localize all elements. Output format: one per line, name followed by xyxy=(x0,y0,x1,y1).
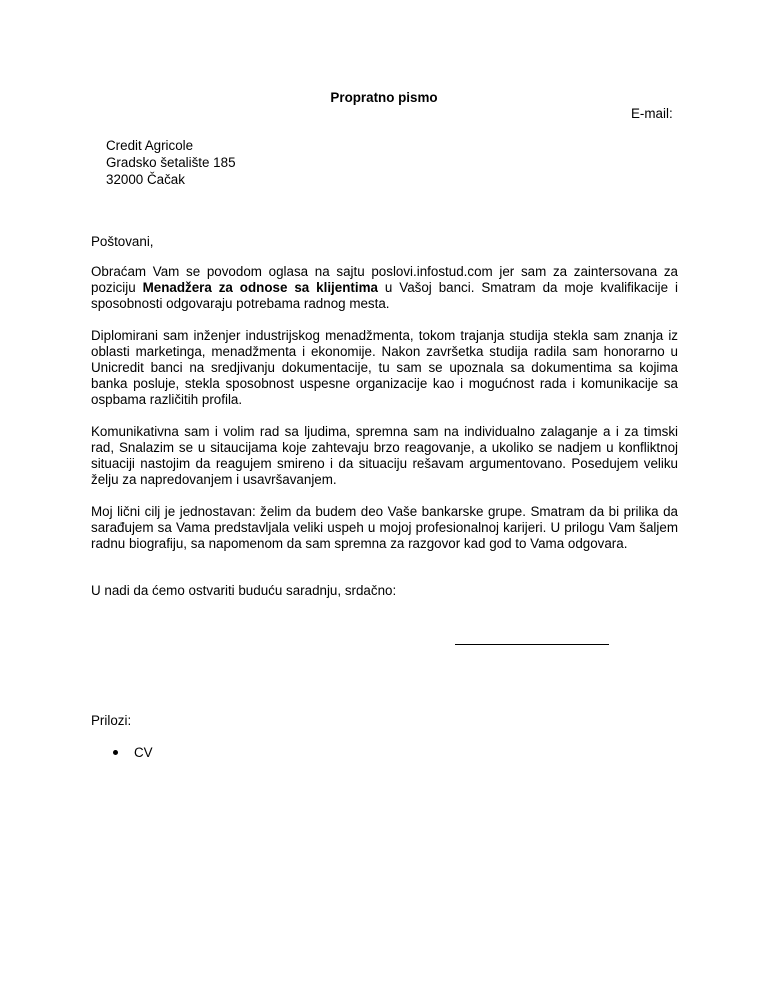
recipient-street: Gradsko šetalište 185 xyxy=(106,155,236,170)
paragraph-intro-end: u Vašoj banci. Smatram da moje kvalifikacije i sposobnosti odgovaraju potrebama radnog mesta. xyxy=(91,280,678,311)
recipient-address xyxy=(106,138,236,189)
recipient-city: 32000 Čačak xyxy=(106,172,185,187)
attachments-label: Prilozi: xyxy=(91,713,132,728)
paragraph-education: Diplomirani sam inženjer industrijskog menadžmenta, tokom trajanja studija stekla sam znanja iz oblasti marketinga, menadžmenta i ekonomije. Nakon završetka studija radila sam honorarno u Unicredit banci na sredjivanju dokumentacije, tu sam se upoznala sa dokumentima sa kojima banka posluje, stekla sposobnost uspesne organizacije kao i mogućnost rada i komunikacije sa ospbama različitih profila. xyxy=(91,328,678,407)
paragraph-intro xyxy=(91,264,678,312)
recipient-name: Credit Agricole xyxy=(106,138,194,153)
email-label: E-mail: xyxy=(631,106,673,121)
bullet-icon xyxy=(113,750,118,755)
paragraph-intro-start: Obraćam Vam se povodom oglasa na sajtu poslovi.infostud.com jer sam za zaintersovana za poziciju xyxy=(91,264,678,295)
attachment-item-label: CV xyxy=(134,745,153,760)
greeting: Poštovani, xyxy=(91,234,154,249)
position-name: Menadžera za odnose sa klijentima xyxy=(142,280,378,295)
paragraph-goal: Moj lični cilj je jednostavan: želim da budem deo Vaše bankarske grupe. Smatram da bi prilika da sarađujem sa Vama predstavljala veliki uspeh u mojoj profesionalnoj karijeri. U prilogu Vam šaljem radnu biografiju, sa napomenom da sam spremna za razgovor kad god to Vama odgovara. xyxy=(91,504,678,551)
signature-line xyxy=(455,630,609,645)
page-title: Propratno pismo xyxy=(330,90,438,105)
paragraph-skills: Komunikativna sam i volim rad sa ljudima, spremna sam na individualno zalaganje a i za timski rad, Snalazim se u sitaucijama koje zahtevaju brzo reagovanje, a ukoliko se nadjem u konfliktnoj situaciji nastojim da reagujem smireno i da situaciju rešavam argumentovano. Posedujem veliku želju za napredovanjem i usavršavanjem. xyxy=(91,424,678,487)
attachment-item xyxy=(113,745,153,761)
closing-line: U nadi da ćemo ostvariti buduću saradnju, srdačno: xyxy=(91,583,397,598)
